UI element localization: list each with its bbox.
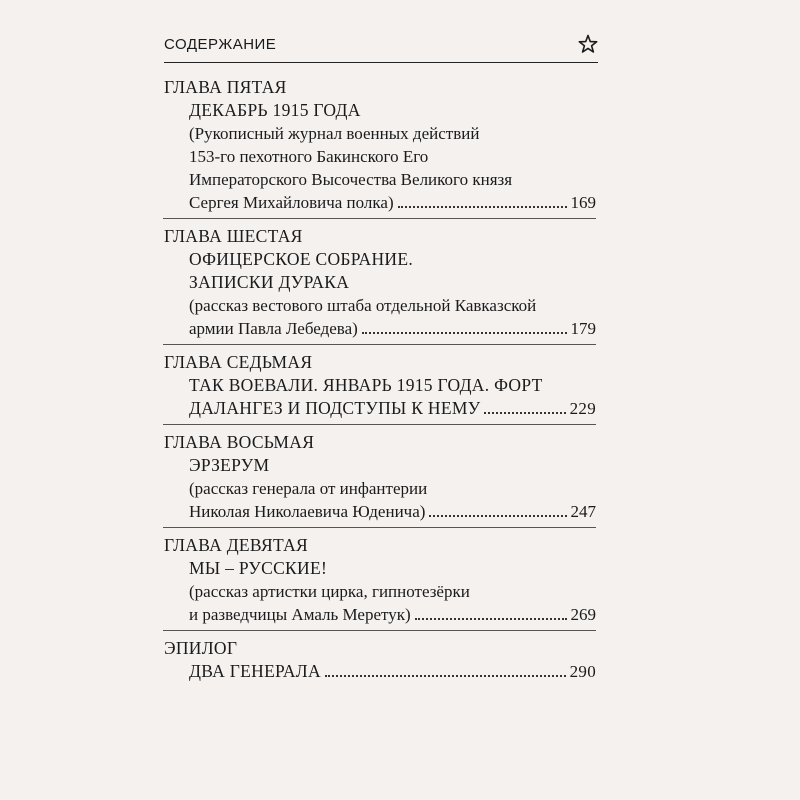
dot-leader [429,515,566,517]
section-divider [163,344,596,345]
leader-text: Николая Николаевича Юденича) [189,502,426,521]
toc-section [164,351,596,425]
page-number: 179 [570,319,596,338]
toc-section [164,637,596,683]
toc-entry [164,248,596,340]
page-header [164,36,598,66]
chapter-subtitle-line: 153-го пехотного Бакинского Его [189,147,429,166]
toc-section [164,431,596,528]
section-divider [163,424,596,425]
toc-leader-line [189,500,596,523]
chapter-title-line: ТАК ВОЕВАЛИ. ЯНВАРЬ 1915 ГОДА. ФОРТ [189,375,543,395]
toc-leader-line [189,317,596,340]
chapter-title-line: ЭРЗЕРУМ [189,455,270,475]
chapter-heading: ГЛАВА ШЕСТАЯ [164,226,303,246]
toc-section [164,225,596,345]
page-number: 229 [569,399,596,418]
section-divider [163,218,596,219]
section-divider [163,527,596,528]
toc-section [164,534,596,631]
chapter-heading: ГЛАВА ДЕВЯТАЯ [164,535,309,555]
header-rule [164,62,598,63]
chapter-subtitle-line: (Рукописный журнал военных действий [189,124,480,143]
table-of-contents [164,76,596,683]
chapter-title-line: ОФИЦЕРСКОЕ СОБРАНИЕ. [189,249,414,269]
page-number: 290 [569,662,596,681]
page-number: 269 [570,605,596,624]
chapter-heading: ГЛАВА ПЯТАЯ [164,77,287,97]
chapter-subtitle-line: (рассказ вестового штаба отдельной Кавказской [189,296,537,315]
dot-leader [398,206,567,208]
toc-leader-line [189,191,596,214]
chapter-subtitle-line: Императорского Высочества Великого князя [189,170,513,189]
star-icon [578,34,598,54]
toc-leader-line [189,397,596,420]
leader-text: Сергея Михайловича полка) [189,193,394,212]
dot-leader [415,618,567,620]
toc-entry [164,557,596,626]
leader-text: армии Павла Лебедева) [189,319,358,338]
leader-text: и разведчицы Амаль Меретук) [189,605,411,624]
chapter-title-line: ЗАПИСКИ ДУРАКА [189,272,350,292]
toc-entry [164,99,596,214]
chapter-heading: ГЛАВА ВОСЬМАЯ [164,432,315,452]
chapter-heading: ГЛАВА СЕДЬМАЯ [164,352,313,372]
chapter-heading: ЭПИЛОГ [164,638,238,658]
toc-leader-line [189,603,596,626]
toc-entry [164,374,596,420]
leader-text: ДАЛАНГЕЗ И ПОДСТУПЫ К НЕМУ [189,398,481,418]
section-divider [163,630,596,631]
toc-section [164,76,596,219]
chapter-title-line: МЫ – РУССКИЕ! [189,558,328,578]
toc-entry [164,454,596,523]
leader-text: ДВА ГЕНЕРАЛА [189,661,321,681]
page-number: 247 [570,502,596,521]
chapter-subtitle-line: (рассказ генерала от инфантерии [189,479,428,498]
toc-entry [164,660,596,683]
toc-leader-line [189,660,596,683]
dot-leader [325,675,566,677]
page-title: СОДЕРЖАНИЕ [164,36,277,53]
dot-leader [484,412,565,414]
chapter-subtitle-line: (рассказ артистки цирка, гипнотезёрки [189,582,470,601]
dot-leader [362,332,567,334]
page-number: 169 [570,193,596,212]
chapter-title-line: ДЕКАБРЬ 1915 ГОДА [189,100,361,120]
